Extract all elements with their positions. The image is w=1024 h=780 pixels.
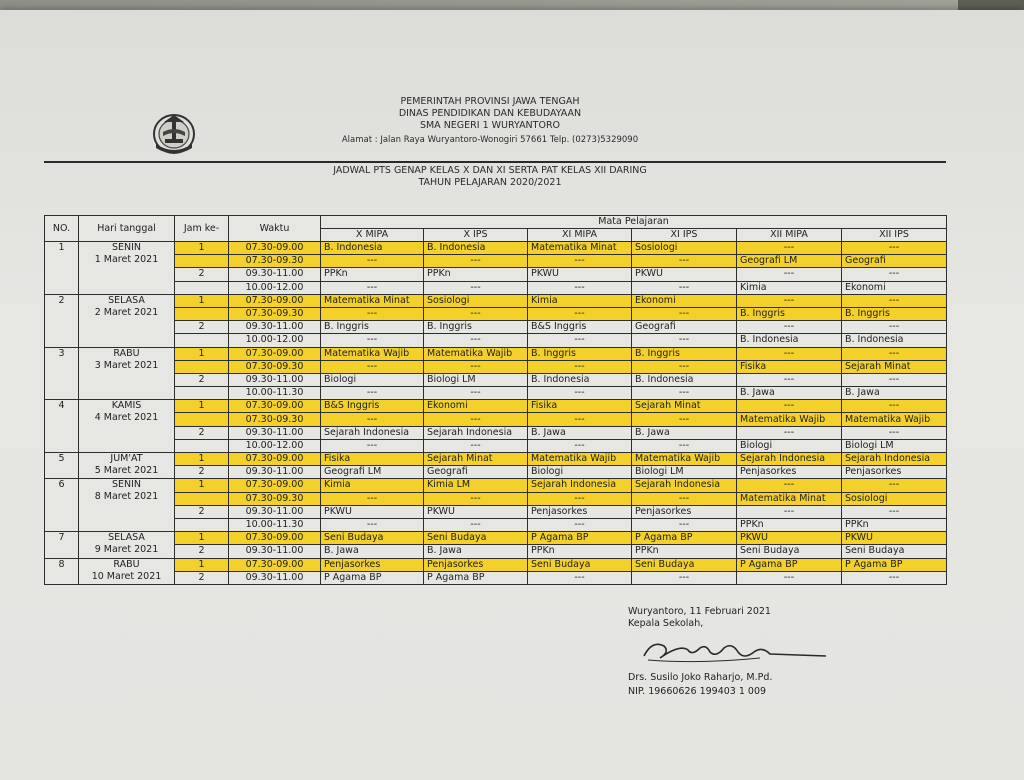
subject-cell: P Agama BP [632,532,737,545]
subject-cell: --- [842,571,947,584]
day-cell [79,532,175,558]
subject-cell: B&S Inggris [528,321,632,334]
subject-cell: --- [528,413,632,426]
jam-cell: 2 [175,373,229,386]
subject-cell: --- [321,439,424,452]
day-name: SENIN [111,242,142,253]
table-row [45,492,947,505]
subject-cell: --- [737,505,842,518]
subject-cell: --- [737,426,842,439]
subject-cell: Sejarah Indonesia [737,453,842,466]
table-row [45,505,947,518]
subject-cell: B&S Inggris [321,400,424,413]
subject-cell: Geografi LM [321,466,424,479]
jam-cell: 2 [175,268,229,281]
subject-cell: Ekonomi [424,400,528,413]
time-cell: 09.30-11.00 [229,268,321,281]
header-divider [44,161,946,163]
subject-cell: Penjasorkes [842,466,947,479]
header-class: XII IPS [842,229,947,242]
subject-cell: --- [528,334,632,347]
subject-cell: --- [321,387,424,400]
jam-cell: 2 [175,571,229,584]
time-cell: 07.30-09.00 [229,294,321,307]
subject-cell: Penjasorkes [632,505,737,518]
subject-cell: Kimia [528,294,632,307]
subject-cell: --- [321,360,424,373]
day-number: 1 [45,242,79,295]
table-row [45,545,947,558]
subject-cell: --- [424,360,528,373]
day-cell [79,294,175,347]
subject-cell: B. Indonesia [632,373,737,386]
header-day: Hari tanggal [79,216,175,242]
day-name: SELASA [108,294,145,306]
jam-cell: 1 [175,479,229,492]
subject-cell: Fisika [737,360,842,373]
subject-cell: --- [632,571,737,584]
jam-cell [175,255,229,268]
subject-cell: B. Inggris [424,321,528,334]
subject-cell: Seni Budaya [737,545,842,558]
jam-cell [175,413,229,426]
subject-cell: --- [528,281,632,294]
subject-cell: --- [321,492,424,505]
subject-cell: Biologi [737,439,842,452]
subject-cell: --- [842,479,947,492]
subject-cell: Penjasorkes [424,558,528,571]
subject-cell: P Agama BP [528,532,632,545]
subject-cell: --- [842,294,947,307]
day-number: 3 [45,347,79,400]
time-cell: 07.30-09.00 [229,532,321,545]
subject-cell: PPKn [424,268,528,281]
subject-cell: --- [424,439,528,452]
day-number: 5 [45,453,79,479]
jam-cell: 1 [175,453,229,466]
subject-cell: Seni Budaya [424,532,528,545]
day-name: JUM'AT [110,453,143,464]
subject-cell: --- [424,492,528,505]
subject-cell: --- [632,360,737,373]
subject-cell: --- [842,242,947,255]
table-row [45,242,947,255]
subject-cell: --- [842,426,947,439]
header-class: XI IPS [632,229,737,242]
day-cell [79,558,175,584]
subject-cell: B. Inggris [632,347,737,360]
subject-cell: --- [632,413,737,426]
jam-cell: 1 [175,400,229,413]
subject-cell: --- [632,334,737,347]
subject-cell: --- [632,492,737,505]
subject-cell: --- [424,307,528,320]
subject-cell: --- [424,518,528,531]
header-line-3: SMA NEGERI 1 WURYANTORO [419,120,561,131]
subject-cell: PKWU [632,268,737,281]
jam-cell [175,360,229,373]
subject-cell: --- [842,373,947,386]
subject-cell: --- [424,413,528,426]
day-date: 8 Maret 2021 [94,491,159,503]
subject-cell: Matematika Minat [321,294,424,307]
schedule-document [0,10,1024,780]
time-cell: 07.30-09.00 [229,479,321,492]
day-number: 4 [45,400,79,453]
subject-cell: Biologi [321,373,424,386]
header-jam: Jam ke- [175,216,229,242]
subject-cell: --- [632,281,737,294]
time-cell: 07.30-09.30 [229,413,321,426]
table-row [45,479,947,492]
subject-cell: Kimia [321,479,424,492]
subject-cell: Matematika Minat [737,492,842,505]
subject-cell: B. Inggris [737,307,842,320]
jam-cell: 2 [175,466,229,479]
day-date: 3 Maret 2021 [94,359,159,371]
subject-cell: PKWU [424,505,528,518]
day-date: 4 Maret 2021 [94,412,159,424]
subject-cell: B. Indonesia [321,242,424,255]
jam-cell: 2 [175,426,229,439]
subject-cell: --- [321,281,424,294]
time-cell: 09.30-11.00 [229,466,321,479]
subject-cell: Fisika [528,400,632,413]
time-cell: 09.30-11.00 [229,426,321,439]
subject-cell: --- [528,492,632,505]
time-cell: 07.30-09.30 [229,307,321,320]
subject-cell: PKWU [842,532,947,545]
subject-cell: Biologi LM [424,373,528,386]
time-cell: 10.00-11.30 [229,387,321,400]
day-cell [79,242,175,295]
subject-cell: Ekonomi [842,281,947,294]
day-cell [79,453,175,479]
subject-cell: --- [321,255,424,268]
day-date: 2 Maret 2021 [94,306,159,318]
subject-cell: Fisika [321,453,424,466]
subject-cell: Biologi LM [842,439,947,452]
subject-cell: Biologi [528,466,632,479]
subject-cell: Seni Budaya [632,558,737,571]
time-cell: 09.30-11.00 [229,321,321,334]
jam-cell [175,518,229,531]
subject-cell: B. Jawa [842,387,947,400]
subject-cell: --- [632,307,737,320]
subject-cell: --- [528,439,632,452]
schedule-body [45,242,947,585]
header-address: Alamat : Jalan Raya Wuryantoro-Wonogiri 57661 Telp. (0273)5329090 [341,135,639,145]
subject-cell: Penjasorkes [737,466,842,479]
subject-cell: PPKn [842,518,947,531]
subject-cell: --- [528,387,632,400]
subject-cell: Matematika Wajib [737,413,842,426]
subject-cell: B. Indonesia [528,373,632,386]
subject-cell: --- [737,571,842,584]
day-cell [79,347,175,400]
table-row [45,268,947,281]
subject-cell: Penjasorkes [321,558,424,571]
time-cell: 09.30-11.00 [229,505,321,518]
table-row [45,558,947,571]
subject-cell: PKWU [321,505,424,518]
header-class: XI MIPA [528,229,632,242]
subject-cell: Matematika Wajib [842,413,947,426]
time-cell: 07.30-09.30 [229,360,321,373]
subject-cell: --- [737,294,842,307]
signature-icon [640,634,830,668]
subject-cell: --- [842,400,947,413]
subject-cell: B. Jawa [528,426,632,439]
header-subjects: Mata Pelajaran [321,216,947,229]
subject-cell: --- [528,518,632,531]
subject-cell: --- [842,268,947,281]
subject-cell: Sejarah Indonesia [321,426,424,439]
jam-cell [175,334,229,347]
subject-cell: --- [737,321,842,334]
subject-cell: B. Jawa [737,387,842,400]
time-cell: 09.30-11.00 [229,545,321,558]
table-row [45,413,947,426]
subject-cell: --- [528,360,632,373]
subject-cell: --- [737,479,842,492]
table-row [45,532,947,545]
day-number: 8 [45,558,79,584]
table-row [45,321,947,334]
subject-cell: B. Indonesia [737,334,842,347]
table-row [45,466,947,479]
subject-cell: --- [737,400,842,413]
subject-cell: --- [321,413,424,426]
jam-cell: 2 [175,321,229,334]
subject-cell: Ekonomi [632,294,737,307]
subject-cell: --- [842,505,947,518]
jam-cell: 2 [175,505,229,518]
time-cell: 07.30-09.30 [229,492,321,505]
time-cell: 07.30-09.30 [229,255,321,268]
time-cell: 07.30-09.00 [229,347,321,360]
jam-cell: 2 [175,545,229,558]
subject-cell: Seni Budaya [842,545,947,558]
subject-cell: Sejarah Minat [424,453,528,466]
subject-cell: B. Indonesia [424,242,528,255]
subject-cell: Geografi [842,255,947,268]
subject-cell: --- [528,307,632,320]
subject-cell: Sejarah Indonesia [424,426,528,439]
jam-cell [175,307,229,320]
day-date: 5 Maret 2021 [94,465,159,476]
day-name: RABU [113,558,140,570]
emblem-icon [150,110,198,158]
table-row [45,426,947,439]
time-cell: 10.00-12.00 [229,281,321,294]
subject-cell: --- [321,307,424,320]
subject-cell: --- [424,281,528,294]
subject-cell: B. Inggris [842,307,947,320]
subject-cell: --- [737,347,842,360]
time-cell: 07.30-09.00 [229,453,321,466]
subject-cell: B. Inggris [321,321,424,334]
subject-cell: Sosiologi [424,294,528,307]
time-cell: 07.30-09.00 [229,242,321,255]
table-row [45,571,947,584]
header-class: X MIPA [321,229,424,242]
day-name: KAMIS [111,400,142,412]
subject-cell: --- [632,387,737,400]
jam-cell [175,439,229,452]
subject-cell: --- [424,387,528,400]
subject-cell: Matematika Minat [528,242,632,255]
subject-cell: Geografi [632,321,737,334]
subject-cell: Seni Budaya [528,558,632,571]
jam-cell: 1 [175,294,229,307]
subject-cell: P Agama BP [321,571,424,584]
table-row [45,281,947,294]
time-cell: 10.00-11.30 [229,518,321,531]
subject-cell: Geografi LM [737,255,842,268]
subject-cell: B. Jawa [632,426,737,439]
subject-cell: Matematika Wajib [528,453,632,466]
table-row [45,439,947,452]
footer-role: Kepala Sekolah, [628,618,704,629]
subject-cell: Seni Budaya [321,532,424,545]
day-date: 9 Maret 2021 [94,544,159,556]
table-row [45,294,947,307]
table-row [45,347,947,360]
subject-cell: Sejarah Indonesia [842,453,947,466]
subject-cell: --- [632,518,737,531]
subject-cell: Sejarah Indonesia [528,479,632,492]
jam-cell [175,281,229,294]
subject-cell: --- [737,242,842,255]
subject-cell: --- [424,255,528,268]
footer-nip: NIP. 19660626 199403 1 009 [628,686,767,697]
time-cell: 10.00-12.00 [229,439,321,452]
time-cell: 07.30-09.00 [229,400,321,413]
subject-cell: --- [424,334,528,347]
subject-cell: PPKn [632,545,737,558]
table-row [45,453,947,466]
subject-cell: --- [842,347,947,360]
subject-cell: Matematika Wajib [424,347,528,360]
time-cell: 10.00-12.00 [229,334,321,347]
title-line-1: JADWAL PTS GENAP KELAS X DAN XI SERTA PAT KELAS XII DARING [333,165,647,176]
table-row [45,334,947,347]
subject-cell: Sejarah Minat [632,400,737,413]
time-cell: 09.30-11.00 [229,571,321,584]
table-row [45,373,947,386]
table-row [45,360,947,373]
subject-cell: Geografi [424,466,528,479]
subject-cell: PPKn [528,545,632,558]
jam-cell [175,387,229,400]
day-number: 2 [45,294,79,347]
subject-cell: Kimia [737,281,842,294]
title-line-2: TAHUN PELAJARAN 2020/2021 [418,177,562,188]
table-row [45,387,947,400]
footer-place-date: Wuryantoro, 11 Februari 2021 [628,606,771,617]
subject-cell: --- [321,518,424,531]
subject-cell: Biologi LM [632,466,737,479]
jam-cell: 1 [175,347,229,360]
day-cell [79,479,175,532]
jam-cell [175,492,229,505]
subject-cell: PKWU [737,532,842,545]
subject-cell: P Agama BP [424,571,528,584]
time-cell: 09.30-11.00 [229,373,321,386]
footer-name: Drs. Susilo Joko Raharjo, M.Pd. [628,672,773,683]
subject-cell: --- [842,321,947,334]
subject-cell: Sejarah Minat [842,360,947,373]
day-date: 1 Maret 2021 [94,254,159,265]
header-class: XII MIPA [737,229,842,242]
subject-cell: P Agama BP [842,558,947,571]
subject-cell: --- [528,571,632,584]
subject-cell: --- [632,255,737,268]
day-number: 7 [45,532,79,558]
table-row [45,400,947,413]
day-date: 10 Maret 2021 [91,570,162,582]
subject-cell: B. Jawa [424,545,528,558]
subject-cell: B. Inggris [528,347,632,360]
subject-cell: Matematika Wajib [321,347,424,360]
subject-cell: Sosiologi [842,492,947,505]
jam-cell: 1 [175,558,229,571]
day-name: SENIN [111,479,142,491]
subject-cell: PPKn [737,518,842,531]
subject-cell: Sosiologi [632,242,737,255]
subject-cell: Penjasorkes [528,505,632,518]
day-cell [79,400,175,453]
day-name: RABU [113,347,140,359]
subject-cell: B. Jawa [321,545,424,558]
subject-cell: B. Indonesia [842,334,947,347]
subject-cell: --- [737,268,842,281]
table-row [45,255,947,268]
subject-cell: PKWU [528,268,632,281]
header-line-1: PEMERINTAH PROVINSI JAWA TENGAH [400,96,580,107]
subject-cell: --- [321,334,424,347]
header-line-2: DINAS PENDIDIKAN DAN KEBUDAYAAN [398,108,582,119]
subject-cell: Kimia LM [424,479,528,492]
jam-cell: 1 [175,532,229,545]
subject-cell: Sejarah Indonesia [632,479,737,492]
subject-cell: P Agama BP [737,558,842,571]
subject-cell: --- [737,373,842,386]
day-number: 6 [45,479,79,532]
subject-cell: --- [632,439,737,452]
jam-cell: 1 [175,242,229,255]
day-name: SELASA [108,532,145,544]
header-class: X IPS [424,229,528,242]
table-row [45,307,947,320]
subject-cell: PPKn [321,268,424,281]
header-no: NO. [45,216,79,242]
header-time: Waktu [229,216,321,242]
table-row [45,518,947,531]
subject-cell: Matematika Wajib [632,453,737,466]
time-cell: 07.30-09.00 [229,558,321,571]
schedule-table [44,215,947,585]
subject-cell: --- [528,255,632,268]
